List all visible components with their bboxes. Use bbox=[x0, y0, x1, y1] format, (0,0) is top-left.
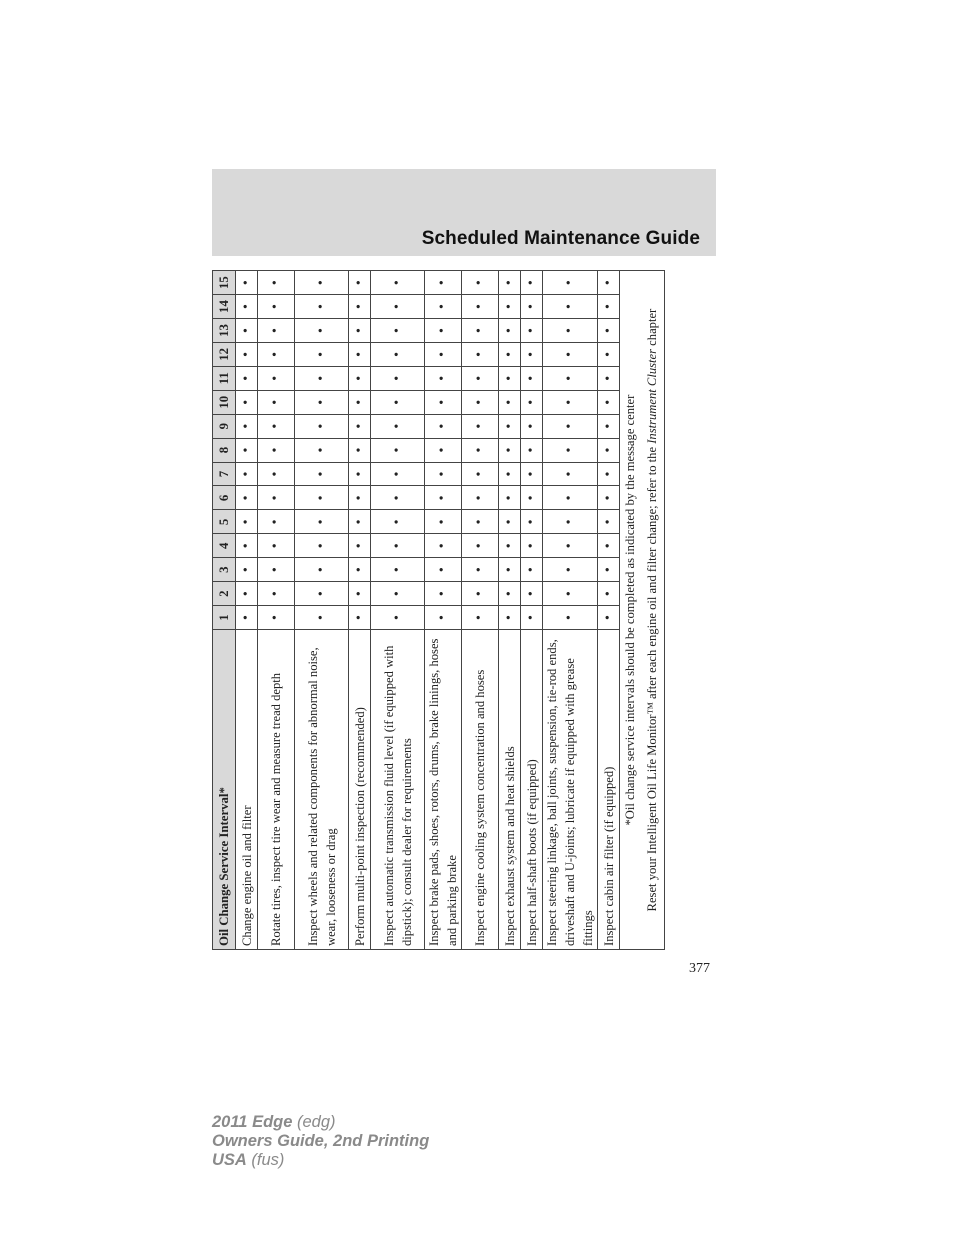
interval-mark: • bbox=[598, 414, 620, 438]
interval-mark: • bbox=[462, 606, 499, 630]
interval-mark: • bbox=[425, 462, 462, 486]
interval-mark: • bbox=[236, 558, 258, 582]
interval-header-5: 5 bbox=[213, 510, 236, 534]
interval-mark: • bbox=[425, 510, 462, 534]
interval-mark: • bbox=[236, 271, 258, 295]
maintenance-task: Rotate tires, inspect tire wear and measure tread depth bbox=[258, 630, 295, 950]
interval-mark: • bbox=[521, 558, 543, 582]
interval-header-13: 13 bbox=[213, 319, 236, 343]
interval-mark: • bbox=[236, 414, 258, 438]
interval-mark: • bbox=[236, 462, 258, 486]
interval-mark: • bbox=[371, 271, 425, 295]
interval-mark: • bbox=[349, 366, 371, 390]
interval-mark: • bbox=[349, 558, 371, 582]
interval-mark: • bbox=[543, 534, 598, 558]
interval-mark: • bbox=[371, 606, 425, 630]
interval-mark: • bbox=[598, 366, 620, 390]
table-row bbox=[543, 271, 598, 950]
maintenance-task: Inspect brake pads, shoes, rotors, drums, brake linings, hoses and parking brake bbox=[425, 630, 462, 950]
interval-mark: • bbox=[295, 486, 349, 510]
maintenance-task: Inspect exhaust system and heat shields bbox=[499, 630, 521, 950]
interval-mark: • bbox=[499, 606, 521, 630]
interval-mark: • bbox=[295, 558, 349, 582]
interval-mark: • bbox=[258, 414, 295, 438]
maintenance-task: Inspect cabin air filter (if equipped) bbox=[598, 630, 620, 950]
interval-mark: • bbox=[499, 366, 521, 390]
interval-mark: • bbox=[258, 534, 295, 558]
table-row bbox=[236, 271, 258, 950]
interval-header-11: 11 bbox=[213, 366, 236, 390]
interval-mark: • bbox=[543, 390, 598, 414]
interval-mark: • bbox=[462, 342, 499, 366]
interval-mark: • bbox=[349, 534, 371, 558]
interval-mark: • bbox=[425, 366, 462, 390]
interval-mark: • bbox=[371, 390, 425, 414]
interval-mark: • bbox=[236, 510, 258, 534]
table-header-row bbox=[213, 271, 236, 950]
interval-mark: • bbox=[295, 271, 349, 295]
interval-header-6: 6 bbox=[213, 486, 236, 510]
interval-header-15: 15 bbox=[213, 271, 236, 295]
table-row bbox=[521, 271, 543, 950]
interval-mark: • bbox=[598, 534, 620, 558]
interval-mark: • bbox=[371, 414, 425, 438]
interval-mark: • bbox=[543, 414, 598, 438]
interval-mark: • bbox=[543, 271, 598, 295]
table-row bbox=[425, 271, 462, 950]
interval-mark: • bbox=[499, 510, 521, 534]
interval-mark: • bbox=[521, 271, 543, 295]
interval-mark: • bbox=[425, 534, 462, 558]
interval-mark: • bbox=[521, 438, 543, 462]
interval-mark: • bbox=[371, 366, 425, 390]
interval-mark: • bbox=[371, 295, 425, 319]
interval-mark: • bbox=[598, 271, 620, 295]
interval-mark: • bbox=[349, 390, 371, 414]
interval-mark: • bbox=[598, 558, 620, 582]
interval-mark: • bbox=[425, 319, 462, 343]
interval-mark: • bbox=[371, 510, 425, 534]
interval-mark: • bbox=[295, 582, 349, 606]
table-row bbox=[371, 271, 425, 950]
interval-mark: • bbox=[521, 342, 543, 366]
interval-header-2: 2 bbox=[213, 582, 236, 606]
interval-mark: • bbox=[371, 438, 425, 462]
interval-mark: • bbox=[521, 366, 543, 390]
interval-mark: • bbox=[349, 582, 371, 606]
interval-mark: • bbox=[295, 319, 349, 343]
interval-mark: • bbox=[462, 486, 499, 510]
interval-mark: • bbox=[598, 390, 620, 414]
table-row bbox=[598, 271, 620, 950]
interval-mark: • bbox=[295, 295, 349, 319]
interval-mark: • bbox=[295, 534, 349, 558]
interval-mark: • bbox=[425, 342, 462, 366]
interval-mark: • bbox=[598, 295, 620, 319]
interval-mark: • bbox=[543, 438, 598, 462]
interval-mark: • bbox=[499, 582, 521, 606]
footer-market-code: (fus) bbox=[246, 1151, 285, 1169]
interval-mark: • bbox=[462, 558, 499, 582]
interval-mark: • bbox=[499, 342, 521, 366]
interval-mark: • bbox=[543, 342, 598, 366]
interval-header-9: 9 bbox=[213, 414, 236, 438]
interval-mark: • bbox=[521, 319, 543, 343]
interval-mark: • bbox=[258, 510, 295, 534]
interval-mark: • bbox=[543, 558, 598, 582]
interval-mark: • bbox=[543, 606, 598, 630]
interval-mark: • bbox=[425, 271, 462, 295]
interval-mark: • bbox=[371, 319, 425, 343]
interval-mark: • bbox=[258, 582, 295, 606]
interval-mark: • bbox=[236, 366, 258, 390]
interval-mark: • bbox=[371, 558, 425, 582]
interval-mark: • bbox=[462, 271, 499, 295]
interval-mark: • bbox=[598, 438, 620, 462]
interval-mark: • bbox=[521, 295, 543, 319]
interval-mark: • bbox=[499, 271, 521, 295]
footer-line-1 bbox=[212, 1113, 429, 1132]
interval-mark: • bbox=[598, 606, 620, 630]
interval-mark: • bbox=[425, 606, 462, 630]
footer-model: 2011 Edge bbox=[212, 1113, 293, 1131]
interval-mark: • bbox=[295, 438, 349, 462]
interval-mark: • bbox=[521, 606, 543, 630]
interval-mark: • bbox=[521, 510, 543, 534]
interval-mark: • bbox=[295, 366, 349, 390]
interval-mark: • bbox=[543, 366, 598, 390]
interval-mark: • bbox=[462, 366, 499, 390]
footer-line-2: Owners Guide, 2nd Printing bbox=[212, 1132, 430, 1150]
interval-mark: • bbox=[462, 390, 499, 414]
interval-mark: • bbox=[349, 606, 371, 630]
interval-mark: • bbox=[295, 606, 349, 630]
interval-mark: • bbox=[371, 486, 425, 510]
interval-mark: • bbox=[258, 271, 295, 295]
interval-header-4: 4 bbox=[213, 534, 236, 558]
interval-mark: • bbox=[295, 390, 349, 414]
interval-mark: • bbox=[499, 534, 521, 558]
maintenance-task: Inspect automatic transmission fluid level (if equipped with dipstick); consult dealer for requirements bbox=[371, 630, 425, 950]
interval-mark: • bbox=[462, 319, 499, 343]
interval-mark: • bbox=[462, 414, 499, 438]
footer-model-code: (edg) bbox=[292, 1113, 336, 1131]
interval-mark: • bbox=[425, 558, 462, 582]
interval-mark: • bbox=[236, 606, 258, 630]
interval-mark: • bbox=[462, 438, 499, 462]
interval-mark: • bbox=[349, 319, 371, 343]
footnote-row bbox=[620, 271, 642, 950]
interval-mark: • bbox=[236, 319, 258, 343]
interval-header-8: 8 bbox=[213, 438, 236, 462]
reset-note bbox=[641, 271, 665, 950]
interval-mark: • bbox=[499, 558, 521, 582]
interval-mark: • bbox=[258, 558, 295, 582]
interval-mark: • bbox=[499, 295, 521, 319]
interval-mark: • bbox=[521, 414, 543, 438]
interval-mark: • bbox=[462, 582, 499, 606]
maintenance-table-container bbox=[212, 271, 659, 950]
reset-note-chapter-ref: Instrument Cluster bbox=[645, 348, 659, 444]
interval-mark: • bbox=[499, 390, 521, 414]
interval-mark: • bbox=[349, 462, 371, 486]
interval-mark: • bbox=[543, 319, 598, 343]
interval-mark: • bbox=[598, 319, 620, 343]
page-number: 377 bbox=[689, 961, 710, 976]
interval-mark: • bbox=[543, 295, 598, 319]
section-header-band bbox=[212, 169, 716, 256]
interval-mark: • bbox=[236, 486, 258, 510]
maintenance-task: Inspect wheels and related components for abnormal noise, wear, looseness or drag bbox=[295, 630, 349, 950]
table-row bbox=[258, 271, 295, 950]
interval-mark: • bbox=[598, 510, 620, 534]
interval-mark: • bbox=[295, 414, 349, 438]
document-footer bbox=[212, 1113, 429, 1170]
interval-mark: • bbox=[349, 438, 371, 462]
interval-mark: • bbox=[349, 271, 371, 295]
interval-mark: • bbox=[258, 390, 295, 414]
interval-mark: • bbox=[425, 438, 462, 462]
interval-mark: • bbox=[236, 342, 258, 366]
interval-header-3: 3 bbox=[213, 558, 236, 582]
interval-mark: • bbox=[499, 462, 521, 486]
interval-mark: • bbox=[425, 295, 462, 319]
section-title: Scheduled Maintenance Guide bbox=[421, 228, 700, 249]
interval-mark: • bbox=[499, 486, 521, 510]
interval-mark: • bbox=[598, 582, 620, 606]
interval-mark: • bbox=[543, 510, 598, 534]
maintenance-schedule-table bbox=[212, 270, 665, 950]
interval-mark: • bbox=[236, 438, 258, 462]
maintenance-task: Inspect engine cooling system concentration and hoses bbox=[462, 630, 499, 950]
interval-mark: • bbox=[521, 486, 543, 510]
interval-mark: • bbox=[371, 342, 425, 366]
interval-mark: • bbox=[499, 438, 521, 462]
interval-mark: • bbox=[499, 414, 521, 438]
interval-mark: • bbox=[543, 462, 598, 486]
footnote-text: *Oil change service intervals should be completed as indicated by the message center bbox=[620, 271, 642, 950]
interval-mark: • bbox=[371, 582, 425, 606]
interval-mark: • bbox=[236, 295, 258, 319]
interval-mark: • bbox=[425, 414, 462, 438]
interval-mark: • bbox=[425, 390, 462, 414]
interval-mark: • bbox=[295, 462, 349, 486]
interval-mark: • bbox=[425, 582, 462, 606]
footer-line-3 bbox=[212, 1151, 429, 1170]
interval-mark: • bbox=[598, 342, 620, 366]
interval-mark: • bbox=[521, 390, 543, 414]
interval-mark: • bbox=[236, 390, 258, 414]
interval-mark: • bbox=[543, 582, 598, 606]
interval-mark: • bbox=[258, 295, 295, 319]
reset-note-suffix: chapter bbox=[645, 308, 659, 349]
maintenance-task: Inspect half-shaft boots (if equipped) bbox=[521, 630, 543, 950]
table-row bbox=[499, 271, 521, 950]
table-row bbox=[295, 271, 349, 950]
interval-mark: • bbox=[236, 534, 258, 558]
interval-header-12: 12 bbox=[213, 342, 236, 366]
footer-market: USA bbox=[212, 1151, 247, 1169]
column-header-interval: Oil Change Service Interval* bbox=[213, 630, 236, 950]
interval-mark: • bbox=[258, 319, 295, 343]
interval-mark: • bbox=[543, 486, 598, 510]
maintenance-task: Perform multi-point inspection (recommended) bbox=[349, 630, 371, 950]
interval-mark: • bbox=[349, 486, 371, 510]
interval-mark: • bbox=[349, 295, 371, 319]
interval-mark: • bbox=[598, 486, 620, 510]
interval-mark: • bbox=[349, 414, 371, 438]
reset-note-row bbox=[641, 271, 665, 950]
interval-mark: • bbox=[371, 534, 425, 558]
interval-mark: • bbox=[462, 462, 499, 486]
interval-mark: • bbox=[349, 342, 371, 366]
interval-header-1: 1 bbox=[213, 606, 236, 630]
table-row bbox=[349, 271, 371, 950]
interval-mark: • bbox=[462, 510, 499, 534]
interval-mark: • bbox=[349, 510, 371, 534]
interval-header-14: 14 bbox=[213, 295, 236, 319]
maintenance-task: Change engine oil and filter bbox=[236, 630, 258, 950]
interval-mark: • bbox=[258, 438, 295, 462]
interval-mark: • bbox=[371, 462, 425, 486]
interval-mark: • bbox=[236, 582, 258, 606]
interval-mark: • bbox=[521, 462, 543, 486]
interval-header-7: 7 bbox=[213, 462, 236, 486]
maintenance-task: Inspect steering linkage, ball joints, suspension, tie-rod ends, driveshaft and U-joints; lubricate if equipped with grease fittings bbox=[543, 630, 598, 950]
interval-mark: • bbox=[521, 534, 543, 558]
table-row bbox=[462, 271, 499, 950]
interval-mark: • bbox=[425, 486, 462, 510]
interval-header-10: 10 bbox=[213, 390, 236, 414]
interval-mark: • bbox=[258, 486, 295, 510]
interval-mark: • bbox=[258, 462, 295, 486]
interval-mark: • bbox=[258, 366, 295, 390]
interval-mark: • bbox=[295, 342, 349, 366]
interval-mark: • bbox=[295, 510, 349, 534]
reset-note-text: Reset your Intelligent Oil Life Monitor™ after each engine oil and filter change; refer to the bbox=[645, 443, 659, 912]
interval-mark: • bbox=[499, 319, 521, 343]
interval-mark: • bbox=[462, 295, 499, 319]
rotated-table-wrapper bbox=[212, 271, 659, 950]
interval-mark: • bbox=[521, 582, 543, 606]
interval-mark: • bbox=[598, 462, 620, 486]
interval-mark: • bbox=[258, 342, 295, 366]
interval-mark: • bbox=[462, 534, 499, 558]
interval-mark: • bbox=[258, 606, 295, 630]
